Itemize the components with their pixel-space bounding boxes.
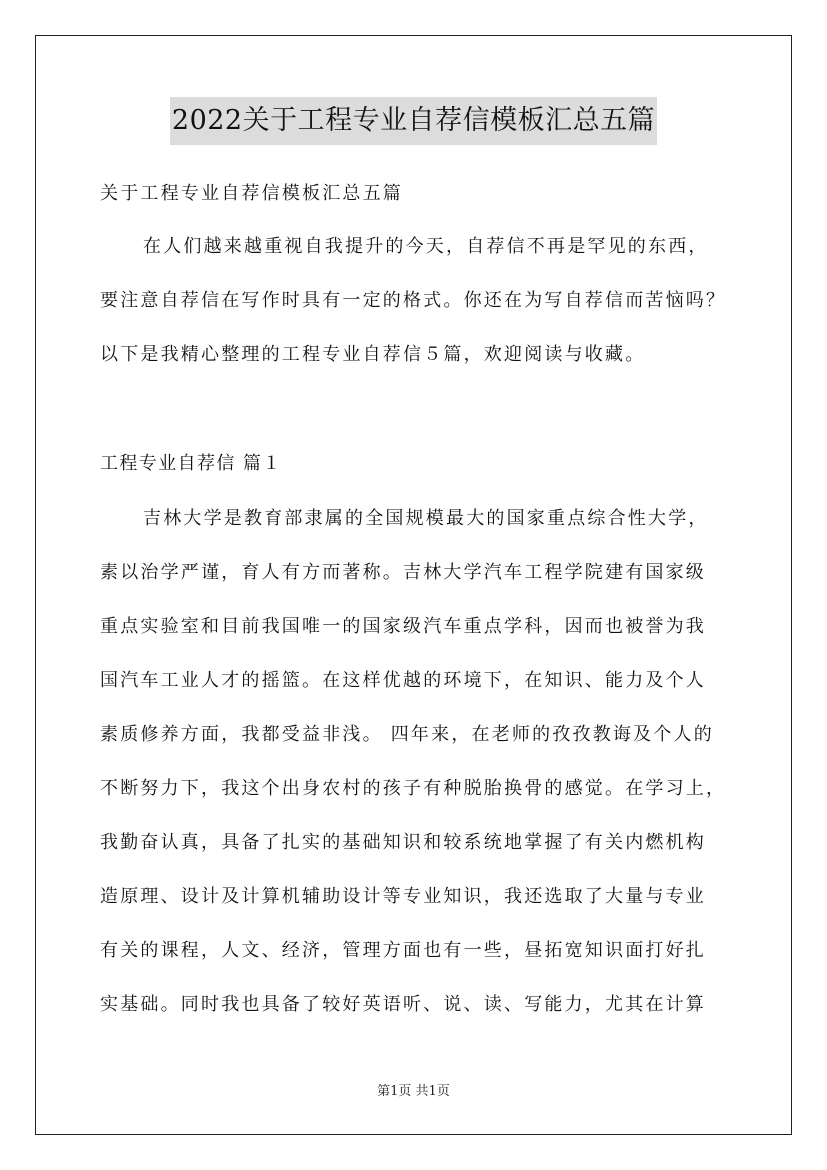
body-line: 重点实验室和目前我国唯一的国家级汽车重点学科，因而也被誉为我	[100, 616, 706, 637]
title-container	[0, 97, 827, 145]
document-title: 2022关于工程专业自荐信模板汇总五篇	[170, 97, 657, 145]
intro-line: 在人们越来越重视自我提升的今天，自荐信不再是罕见的东西，	[143, 236, 709, 257]
body-line: 有关的课程，人文、经济，管理方面也有一些，昼拓宽知识面打好扎	[100, 940, 706, 961]
section-heading: 工程专业自荐信 篇１	[100, 453, 282, 474]
body-line: 我勤奋认真，具备了扎实的基础知识和较系统地掌握了有关内燃机构	[100, 832, 706, 853]
page-footer: 第1页 共1页	[377, 1084, 450, 1099]
body-line: 造原理、设计及计算机辅助设计等专业知识，我还选取了大量与专业	[100, 886, 706, 907]
intro-line: 要注意自荐信在写作时具有一定的格式。你还在为写自荐信而苦恼吗？	[100, 290, 727, 311]
body-line: 实基础。同时我也具备了较好英语听、说、读、写能力，尤其在计算	[100, 994, 706, 1015]
body-line: 素质修养方面，我都受益非浅。 四年来，在老师的孜孜教诲及个人的	[100, 724, 714, 745]
document-subtitle: 关于工程专业自荐信模板汇总五篇	[100, 183, 403, 204]
body-line: 不断努力下，我这个出身农村的孩子有种脱胎换骨的感觉。在学习上，	[100, 778, 727, 799]
body-line: 国汽车工业人才的摇篮。在这样优越的环境下，在知识、能力及个人	[100, 670, 706, 691]
body-line: 素以治学严谨，育人有方而著称。吉林大学汽车工程学院建有国家级	[100, 562, 706, 583]
intro-line: 以下是我精心整理的工程专业自荐信５篇，欢迎阅读与收藏。	[100, 344, 646, 365]
body-line: 吉林大学是教育部隶属的全国规模最大的国家重点综合性大学，	[143, 508, 709, 529]
